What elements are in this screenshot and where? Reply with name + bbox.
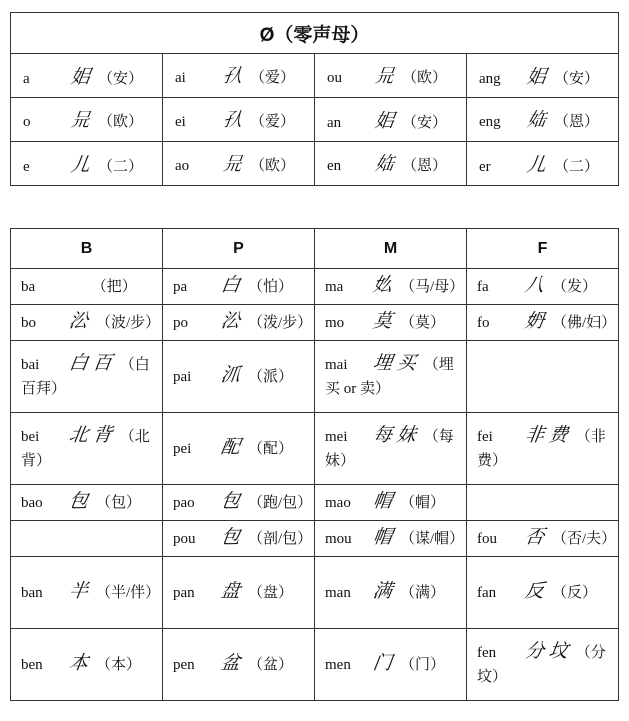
bpmf-header-row (11, 229, 619, 269)
pinyin-label: an (327, 115, 342, 131)
hanzi-gloss: （分坟） (477, 645, 606, 685)
pinyin-label: bao (21, 495, 43, 511)
hanzi-gloss: （爱） (250, 69, 296, 86)
syllable-cell (315, 269, 467, 305)
nushu-glyph: 非 费 (523, 425, 570, 446)
hanzi-gloss: （反） (552, 585, 598, 601)
nushu-glyph: 㳂 (219, 311, 242, 332)
pinyin-label: mou (325, 531, 352, 547)
hanzi-gloss: （满） (400, 585, 446, 601)
pinyin-label: ei (175, 113, 186, 130)
nushu-glyph: 儿 (525, 155, 548, 176)
syllable-cell (467, 98, 619, 142)
hanzi-gloss: （埋买 or 卖） (325, 357, 454, 397)
hanzi-gloss: （二） (554, 159, 600, 175)
syllable-cell (315, 413, 467, 485)
pinyin-label: man (325, 585, 351, 601)
nushu-glyph: 𡤿 (221, 109, 244, 131)
hanzi-gloss: （安） (98, 71, 144, 87)
pinyin-label: fou (477, 531, 497, 547)
syllable-cell (467, 341, 619, 413)
syllable-cell (467, 485, 619, 521)
hanzi-gloss: （门） (400, 657, 446, 673)
syllable-cell (11, 557, 163, 629)
pinyin-label: fen (477, 645, 497, 661)
nushu-glyph: 帽 (371, 491, 394, 512)
pinyin-label: mei (325, 429, 348, 445)
nushu-glyph: 𠯚 (373, 65, 396, 87)
pinyin-label: eng (479, 113, 501, 130)
pinyin-label: a (23, 71, 30, 87)
syllable-cell (163, 142, 315, 186)
syllable-cell (315, 521, 467, 557)
pinyin-label: ou (327, 69, 342, 86)
hanzi-gloss: （二） (98, 159, 144, 175)
nushu-glyph: 反 (523, 581, 546, 602)
bpmf-table (10, 228, 619, 701)
syllable-cell (315, 341, 467, 413)
hanzi-gloss: （谋/帽） (400, 531, 465, 547)
bpmf-row (11, 269, 619, 305)
hanzi-gloss: （恩） (402, 157, 448, 174)
syllable-cell (163, 341, 315, 413)
nushu-glyph: 八 (523, 275, 546, 296)
syllable-cell (11, 54, 163, 98)
zero-initial-row (11, 98, 619, 142)
syllable-cell (315, 54, 467, 98)
pinyin-label: fa (477, 279, 489, 295)
nushu-glyph: 北 背 (67, 425, 114, 446)
syllable-cell (467, 269, 619, 305)
syllable-cell (11, 485, 163, 521)
zero-initial-row (11, 142, 619, 186)
syllable-cell (163, 305, 315, 341)
hanzi-gloss: （欧） (98, 113, 144, 130)
pinyin-label: ai (175, 69, 186, 86)
hanzi-gloss: （安） (554, 71, 600, 87)
nushu-glyph: 盆 (219, 653, 242, 674)
syllable-cell (11, 413, 163, 485)
syllable-cell (163, 413, 315, 485)
syllable-cell (11, 98, 163, 142)
bpmf-row (11, 629, 619, 701)
hanzi-gloss: （北背） (21, 429, 150, 469)
pinyin-label: o (23, 113, 31, 130)
syllable-cell (315, 485, 467, 521)
syllable-cell (11, 142, 163, 186)
hanzi-gloss: （盘） (248, 585, 294, 601)
hanzi-gloss: （发） (552, 279, 598, 295)
pinyin-label: pan (173, 585, 195, 601)
bpmf-row (11, 305, 619, 341)
nushu-glyph: 𡤿 (221, 65, 244, 87)
nushu-glyph: 包 (67, 491, 90, 512)
nushu-glyph: 门 (371, 653, 394, 674)
hanzi-gloss: （佛/妇） (552, 315, 617, 331)
syllable-cell (163, 54, 315, 98)
nushu-glyph: 莫 (371, 311, 394, 332)
nushu-glyph: 㚶 (69, 67, 92, 88)
syllable-cell (11, 521, 163, 557)
nushu-glyph: 𡝣 (67, 275, 86, 296)
hanzi-gloss: （剖/包） (248, 531, 313, 547)
hanzi-gloss: （否/夫） (552, 531, 617, 547)
hanzi-gloss: （马/母） (400, 279, 465, 295)
hanzi-gloss: （配） (248, 441, 294, 457)
nushu-glyph: 沠 (219, 365, 242, 386)
hanzi-gloss: （泼/步） (248, 315, 313, 331)
nushu-glyph: 本 (67, 653, 90, 674)
syllable-cell (11, 269, 163, 305)
nushu-glyph: 白 百 (67, 353, 114, 374)
pinyin-label: ma (325, 279, 344, 295)
syllable-cell (163, 557, 315, 629)
bpmf-row (11, 485, 619, 521)
bpmf-row (11, 341, 619, 413)
nushu-glyph: 每 妹 (371, 425, 418, 446)
pinyin-label: bei (21, 429, 40, 445)
syllable-cell (315, 557, 467, 629)
nushu-glyph: 㚶 (525, 67, 548, 88)
nushu-glyph: 𡛓 (523, 311, 546, 332)
pinyin-label: ang (479, 71, 501, 87)
nushu-glyph: 儿 (69, 155, 92, 176)
nushu-glyph: 包 (219, 491, 242, 512)
hanzi-gloss: （本） (96, 657, 142, 673)
bpmf-body (11, 269, 619, 701)
initial-header: F (467, 229, 619, 269)
syllable-cell (163, 98, 315, 142)
syllable-cell (467, 629, 619, 701)
pinyin-label: ban (21, 585, 43, 601)
syllable-cell (163, 269, 315, 305)
nushu-glyph: 𡜊 (525, 109, 548, 131)
syllable-cell (467, 54, 619, 98)
hanzi-gloss: （怕） (248, 279, 294, 295)
syllable-cell (467, 521, 619, 557)
bpmf-row (11, 557, 619, 629)
hanzi-gloss: （恩） (554, 113, 600, 130)
hanzi-gloss: （半/伴） (96, 585, 161, 601)
initial-header: P (163, 229, 315, 269)
nushu-glyph: 满 (371, 581, 394, 602)
nushu-glyph: 㳂 (67, 311, 90, 332)
hanzi-gloss: （每妹） (325, 429, 454, 469)
pinyin-label: pa (173, 279, 188, 295)
pinyin-label: men (325, 657, 351, 673)
hanzi-gloss: （白百拜） (21, 357, 150, 397)
nushu-glyph: 帽 (371, 527, 394, 548)
pinyin-label: bo (21, 315, 36, 331)
pinyin-label: po (173, 315, 188, 331)
pinyin-label: en (327, 157, 342, 174)
nushu-glyph: 配 (219, 437, 242, 458)
hanzi-gloss: （爱） (250, 113, 296, 130)
zero-initial-row (11, 54, 619, 98)
nushu-glyph: 半 (67, 581, 90, 602)
pinyin-label: e (23, 159, 30, 175)
syllable-cell (467, 305, 619, 341)
syllable-cell (11, 305, 163, 341)
nushu-glyph: 埋 买 (371, 353, 418, 374)
bpmf-row (11, 521, 619, 557)
nushu-glyph: 盘 (219, 581, 242, 602)
hanzi-gloss: （盆） (248, 657, 294, 673)
pinyin-label: mai (325, 357, 348, 373)
hanzi-gloss: （欧） (250, 157, 296, 174)
syllable-cell (163, 629, 315, 701)
zero-initial-body (11, 54, 619, 186)
syllable-cell (163, 521, 315, 557)
nushu-glyph: 分 坟 (523, 641, 570, 662)
zero-initial-table (10, 12, 619, 186)
pinyin-label: fan (477, 585, 497, 601)
syllable-cell (315, 142, 467, 186)
nushu-glyph: 包 (219, 527, 242, 548)
pinyin-label: fo (477, 315, 490, 331)
bpmf-row (11, 413, 619, 485)
syllable-cell (11, 341, 163, 413)
nushu-glyph: 㚶 (373, 111, 396, 132)
pinyin-label: er (479, 159, 491, 175)
nushu-glyph: 𠯚 (221, 153, 244, 175)
hanzi-gloss: （帽） (400, 495, 446, 511)
nushu-glyph: 否 (523, 527, 546, 548)
nushu-glyph: 𡜊 (373, 153, 396, 175)
hanzi-gloss: （欧） (402, 69, 448, 86)
syllable-cell (467, 557, 619, 629)
nushu-glyph: 𠯚 (69, 109, 92, 131)
pinyin-label: pai (173, 369, 192, 385)
nushu-glyph: 白 (219, 275, 242, 296)
pinyin-label: pao (173, 495, 195, 511)
syllable-cell (315, 98, 467, 142)
pinyin-label: ben (21, 657, 43, 673)
pinyin-label: mao (325, 495, 351, 511)
hanzi-gloss: （派） (248, 369, 294, 385)
syllable-cell (315, 629, 467, 701)
hanzi-gloss: （包） (96, 495, 142, 511)
syllable-cell (11, 629, 163, 701)
pinyin-label: bai (21, 357, 40, 373)
pinyin-label: pei (173, 441, 192, 457)
initial-header: B (11, 229, 163, 269)
pinyin-label: pen (173, 657, 195, 673)
syllable-cell (163, 485, 315, 521)
syllable-cell (467, 142, 619, 186)
nushu-glyph: 𡚸 (371, 275, 394, 296)
syllable-cell (315, 305, 467, 341)
pinyin-label: ao (175, 157, 190, 174)
initial-header: M (315, 229, 467, 269)
hanzi-gloss: （把） (91, 279, 137, 295)
zero-initial-title: Ø（零声母） (11, 13, 619, 54)
syllable-cell (467, 413, 619, 485)
hanzi-gloss: （安） (402, 115, 448, 131)
hanzi-gloss: （非费） (477, 429, 606, 469)
pinyin-label: fei (477, 429, 493, 445)
pinyin-label: pou (173, 531, 196, 547)
pinyin-label: ba (21, 279, 36, 295)
hanzi-gloss: （跑/包） (248, 495, 313, 511)
hanzi-gloss: （波/步） (96, 315, 161, 331)
hanzi-gloss: （莫） (400, 315, 446, 331)
pinyin-label: mo (325, 315, 345, 331)
